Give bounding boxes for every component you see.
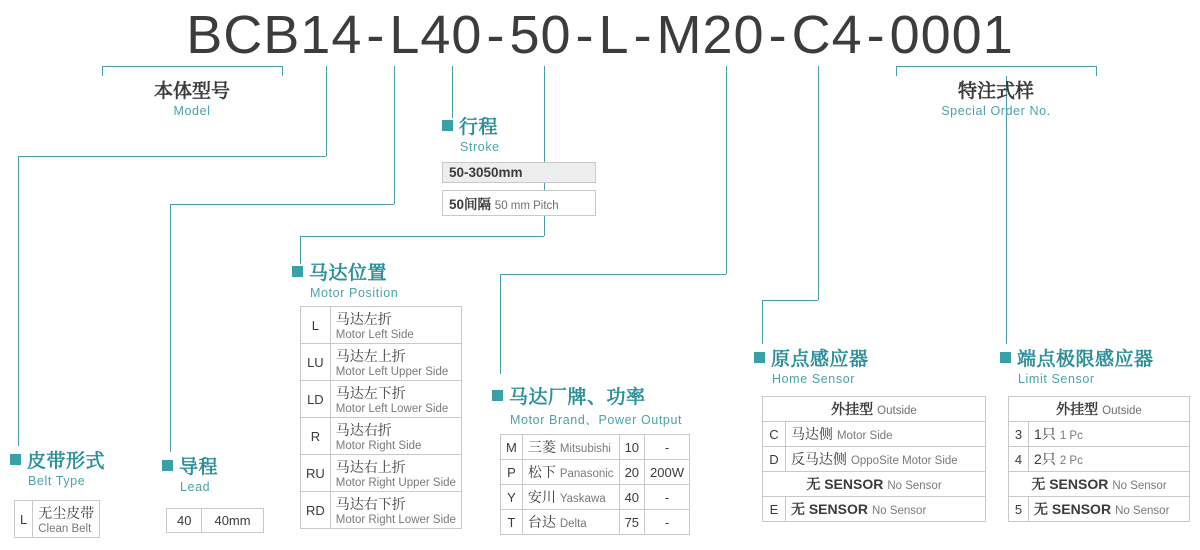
homesensor-header-cn: 外挂型 (831, 401, 874, 417)
motorpos-desc-cn: 马达右折 (335, 422, 392, 438)
group-lead (162, 452, 218, 494)
leader-belt-to-block (18, 156, 19, 446)
table-row (167, 509, 264, 533)
table-row (301, 381, 462, 418)
table-row (501, 460, 690, 485)
code-part-limit-sensor: 4 (831, 5, 863, 65)
motorpos-key: RU (301, 455, 331, 492)
homesensor-header-en: Outside (877, 405, 917, 417)
homesensor-nosensor-en: No Sensor (887, 480, 942, 492)
code-part-stroke: 50 (509, 5, 572, 65)
motorbrand-name-cn: 安川 (527, 489, 556, 505)
belt-key: L (15, 501, 33, 538)
code-dash-6: - (866, 5, 886, 65)
leader-stroke-tick (452, 66, 453, 118)
code-part-model: BCB14 (186, 5, 363, 65)
motorpower-key: 10 (619, 435, 644, 460)
group-stroke-label-en: Stroke (460, 140, 500, 154)
leader-homesensor-tick (818, 66, 819, 76)
motorbrand-key: T (501, 510, 523, 535)
code-part-motor-position: L (598, 5, 630, 65)
table-row (763, 422, 986, 447)
table-row (501, 510, 690, 535)
motorbrand-name (522, 460, 619, 485)
leader-lead-tick (394, 66, 395, 76)
bullet-square-icon (492, 390, 503, 401)
motorpos-key: LU (301, 344, 331, 381)
leader-limitsensor-to-block (1006, 300, 1007, 344)
motorbrand-key: Y (501, 485, 523, 510)
limitsensor-desc (1029, 497, 1190, 522)
motorpos-key: LD (301, 381, 331, 418)
limitsensor-header (1009, 397, 1190, 422)
code-dash-2: - (486, 5, 506, 65)
leader-homesensor-down (818, 76, 819, 300)
group-motorbrand-label-cn: 马达厂牌、功率 (509, 387, 646, 408)
limitsensor-desc-en: No Sensor (1115, 505, 1170, 517)
leader-model-left-tick (102, 66, 103, 76)
belt-desc-en: Clean Belt (38, 523, 92, 535)
bullet-square-icon (754, 352, 765, 363)
bullet-square-icon (162, 460, 173, 471)
table-row (1009, 422, 1190, 447)
table-row (501, 485, 690, 510)
motorpos-desc-en: Motor Left Side (335, 329, 414, 341)
motor-brand-table (500, 434, 690, 535)
motorbrand-name-en: Panasonic (559, 468, 614, 480)
leader-motorbrand-tick (726, 66, 727, 76)
stroke-pitch-en: 50 mm Pitch (494, 200, 559, 212)
motorpower-value: - (645, 435, 690, 460)
leader-lead-horizontal (170, 204, 394, 205)
group-belt-label-cn: 皮带形式 (27, 451, 106, 472)
limitsensor-desc (1029, 447, 1190, 472)
motorbrand-key: M (501, 435, 523, 460)
motorpos-desc (330, 418, 461, 455)
code-part-special: 0001 (889, 5, 1014, 65)
code-dash-1: - (366, 5, 386, 65)
table-row (1009, 447, 1190, 472)
limitsensor-header-en: Outside (1102, 405, 1142, 417)
belt-desc (33, 501, 100, 538)
limitsensor-desc-en: 2 Pc (1059, 455, 1083, 467)
home-sensor-table (762, 396, 986, 522)
motorpos-key: RD (301, 492, 331, 529)
motorpos-key: L (301, 307, 331, 344)
homesensor-key: C (763, 422, 786, 447)
leader-belt-tick (326, 66, 327, 76)
limitsensor-key: 4 (1009, 447, 1029, 472)
motorbrand-name (522, 435, 619, 460)
limitsensor-key: 3 (1009, 422, 1029, 447)
limitsensor-header-cn: 外挂型 (1056, 401, 1099, 417)
lead-table (166, 508, 264, 533)
leader-belt-down (326, 76, 327, 156)
homesensor-key: D (763, 447, 786, 472)
motorpos-desc-en: Motor Left Lower Side (335, 403, 449, 415)
motorpower-key: 40 (619, 485, 644, 510)
group-motorpos-label-cn: 马达位置 (309, 263, 388, 284)
leader-model-horizontal (102, 66, 282, 67)
code-dash-4: - (633, 5, 653, 65)
leader-motorbrand-horizontal (500, 274, 726, 275)
group-model-label-cn: 本体型号 (153, 81, 230, 102)
motor-position-table (300, 306, 462, 529)
limitsensor-desc-cn: 1只 (1034, 426, 1056, 442)
limitsensor-desc (1029, 422, 1190, 447)
bullet-square-icon (442, 120, 453, 131)
motorpos-desc (330, 381, 461, 418)
homesensor-desc-en: OppoSite Motor Side (850, 455, 958, 467)
table-row (1009, 497, 1190, 522)
motorbrand-name-cn: 台达 (527, 514, 556, 530)
group-special-label-en: Special Order No. (941, 104, 1051, 118)
homesensor-desc-cn: 反马达侧 (790, 451, 847, 467)
table-row (301, 307, 462, 344)
code-part-home-sensor: C (791, 5, 832, 65)
motorpower-value: - (645, 485, 690, 510)
motorbrand-key: P (501, 460, 523, 485)
motorbrand-name (522, 510, 619, 535)
motorpower-value: 200W (645, 460, 690, 485)
motorpos-desc (330, 307, 461, 344)
motorpower-key: 75 (619, 510, 644, 535)
table-row (301, 455, 462, 492)
group-special-order (916, 76, 1076, 118)
code-dash-5: - (768, 5, 788, 65)
homesensor-desc (785, 497, 985, 522)
motorpos-desc-cn: 马达右上折 (335, 459, 406, 475)
belt-type-table (14, 500, 100, 538)
table-row (301, 418, 462, 455)
motorpower-value: - (645, 510, 690, 535)
motorpos-desc-en: Motor Right Side (335, 440, 422, 452)
group-limitsensor-label-en: Limit Sensor (1018, 372, 1095, 386)
table-row (1009, 472, 1190, 497)
motorpos-desc-en: Motor Right Lower Side (335, 514, 456, 526)
stroke-pitch-cn: 50间隔 (449, 197, 492, 212)
motorbrand-name-cn: 三菱 (527, 439, 556, 455)
bullet-square-icon (292, 266, 303, 277)
leader-special-right-tick (1096, 66, 1097, 76)
motorpos-desc-cn: 马达左上折 (335, 348, 406, 364)
group-motorbrand-label-en: Motor Brand、Power Output (510, 413, 683, 427)
group-limitsensor-label-cn: 端点极限感应器 (1017, 349, 1154, 370)
motorpos-desc (330, 344, 461, 381)
leader-model-right-tick (282, 66, 283, 76)
code-part-lead: 40 (420, 5, 483, 65)
homesensor-desc-en: Motor Side (836, 430, 893, 442)
leader-motorbrand-down (726, 76, 727, 274)
limitsensor-nosensor-en: No Sensor (1112, 480, 1167, 492)
table-row (763, 497, 986, 522)
part-number-code (0, 4, 1200, 66)
table-row (1009, 397, 1190, 422)
leader-motorpos-tick (544, 66, 545, 76)
group-model-label-en: Model (173, 104, 211, 118)
homesensor-desc-cn: 无 SENSOR (790, 501, 868, 517)
homesensor-desc (785, 447, 985, 472)
homesensor-desc-en: No Sensor (871, 505, 927, 517)
leader-special-left-tick (896, 66, 897, 76)
limitsensor-nosensor-cn: 无 SENSOR (1031, 476, 1109, 492)
table-row (763, 472, 986, 497)
motorpos-desc-cn: 马达左折 (335, 311, 392, 327)
table-row (501, 435, 690, 460)
stroke-pitch-box (442, 190, 596, 216)
stroke-range-box (442, 162, 596, 183)
homesensor-key: E (763, 497, 786, 522)
table-row (301, 344, 462, 381)
group-motorpos-label-en: Motor Position (310, 286, 399, 300)
motorbrand-name-en: Delta (559, 518, 587, 530)
homesensor-nosensor-cn: 无 SENSOR (806, 476, 884, 492)
motorpos-desc (330, 492, 461, 529)
group-belt-label-en: Belt Type (28, 474, 86, 488)
group-lead-label-en: Lead (180, 480, 211, 494)
limitsensor-desc-en: 1 Pc (1059, 430, 1083, 442)
limitsensor-key: 5 (1009, 497, 1029, 522)
group-home-sensor (754, 344, 869, 386)
motorpos-desc-cn: 马达左下折 (335, 385, 406, 401)
leader-motorbrand-to-block (500, 274, 501, 374)
homesensor-nosensor (763, 472, 986, 497)
leader-special-horizontal (896, 66, 1096, 67)
motorbrand-name-cn: 松下 (527, 464, 556, 480)
limitsensor-nosensor (1009, 472, 1190, 497)
table-row (15, 501, 100, 538)
table-row (763, 397, 986, 422)
group-belt-type (10, 446, 105, 488)
homesensor-header (763, 397, 986, 422)
motorpos-desc (330, 455, 461, 492)
motorpos-desc-en: Motor Left Upper Side (335, 366, 449, 378)
leader-homesensor-horizontal (762, 300, 818, 301)
bullet-square-icon (1000, 352, 1011, 363)
group-special-label-cn: 特注式样 (957, 81, 1034, 102)
group-homesensor-label-en: Home Sensor (772, 372, 856, 386)
homesensor-desc-cn: 马达侧 (790, 426, 833, 442)
leader-motorpos-horizontal (300, 236, 544, 237)
group-homesensor-label-cn: 原点感应器 (771, 349, 869, 370)
motorpos-key: R (301, 418, 331, 455)
leader-homesensor-to-block (762, 300, 763, 344)
homesensor-desc (785, 422, 985, 447)
group-stroke-label-cn: 行程 (459, 117, 499, 138)
belt-desc-cn: 无尘皮带 (38, 505, 95, 521)
lead-value: 40mm (202, 509, 263, 533)
leader-belt-horizontal (18, 156, 326, 157)
group-limit-sensor (1000, 344, 1154, 386)
motorbrand-name-en: Mitsubishi (559, 443, 611, 455)
code-part-belt: L (389, 5, 421, 65)
leader-lead-down (394, 76, 395, 204)
group-motor-brand (492, 382, 682, 428)
motorpower-key: 20 (619, 460, 644, 485)
group-model (112, 76, 272, 118)
leader-lead-to-block (170, 204, 171, 452)
group-stroke (442, 112, 500, 154)
code-part-motor-brand: M20 (656, 5, 765, 65)
motorpos-desc-en: Motor Right Upper Side (335, 477, 456, 489)
limit-sensor-table (1008, 396, 1190, 522)
bullet-square-icon (10, 454, 21, 465)
motorbrand-name (522, 485, 619, 510)
stroke-range-value: 50-3050mm (449, 165, 523, 180)
limitsensor-desc-cn: 2只 (1034, 451, 1056, 467)
code-dash-3: - (575, 5, 595, 65)
lead-key: 40 (167, 509, 202, 533)
table-row (301, 492, 462, 529)
table-row (763, 447, 986, 472)
group-lead-label-cn: 导程 (179, 457, 219, 478)
motorbrand-name-en: Yaskawa (559, 493, 606, 505)
motorpos-desc-cn: 马达右下折 (335, 496, 406, 512)
limitsensor-desc-cn: 无 SENSOR (1034, 501, 1112, 517)
group-motor-position (292, 258, 398, 300)
